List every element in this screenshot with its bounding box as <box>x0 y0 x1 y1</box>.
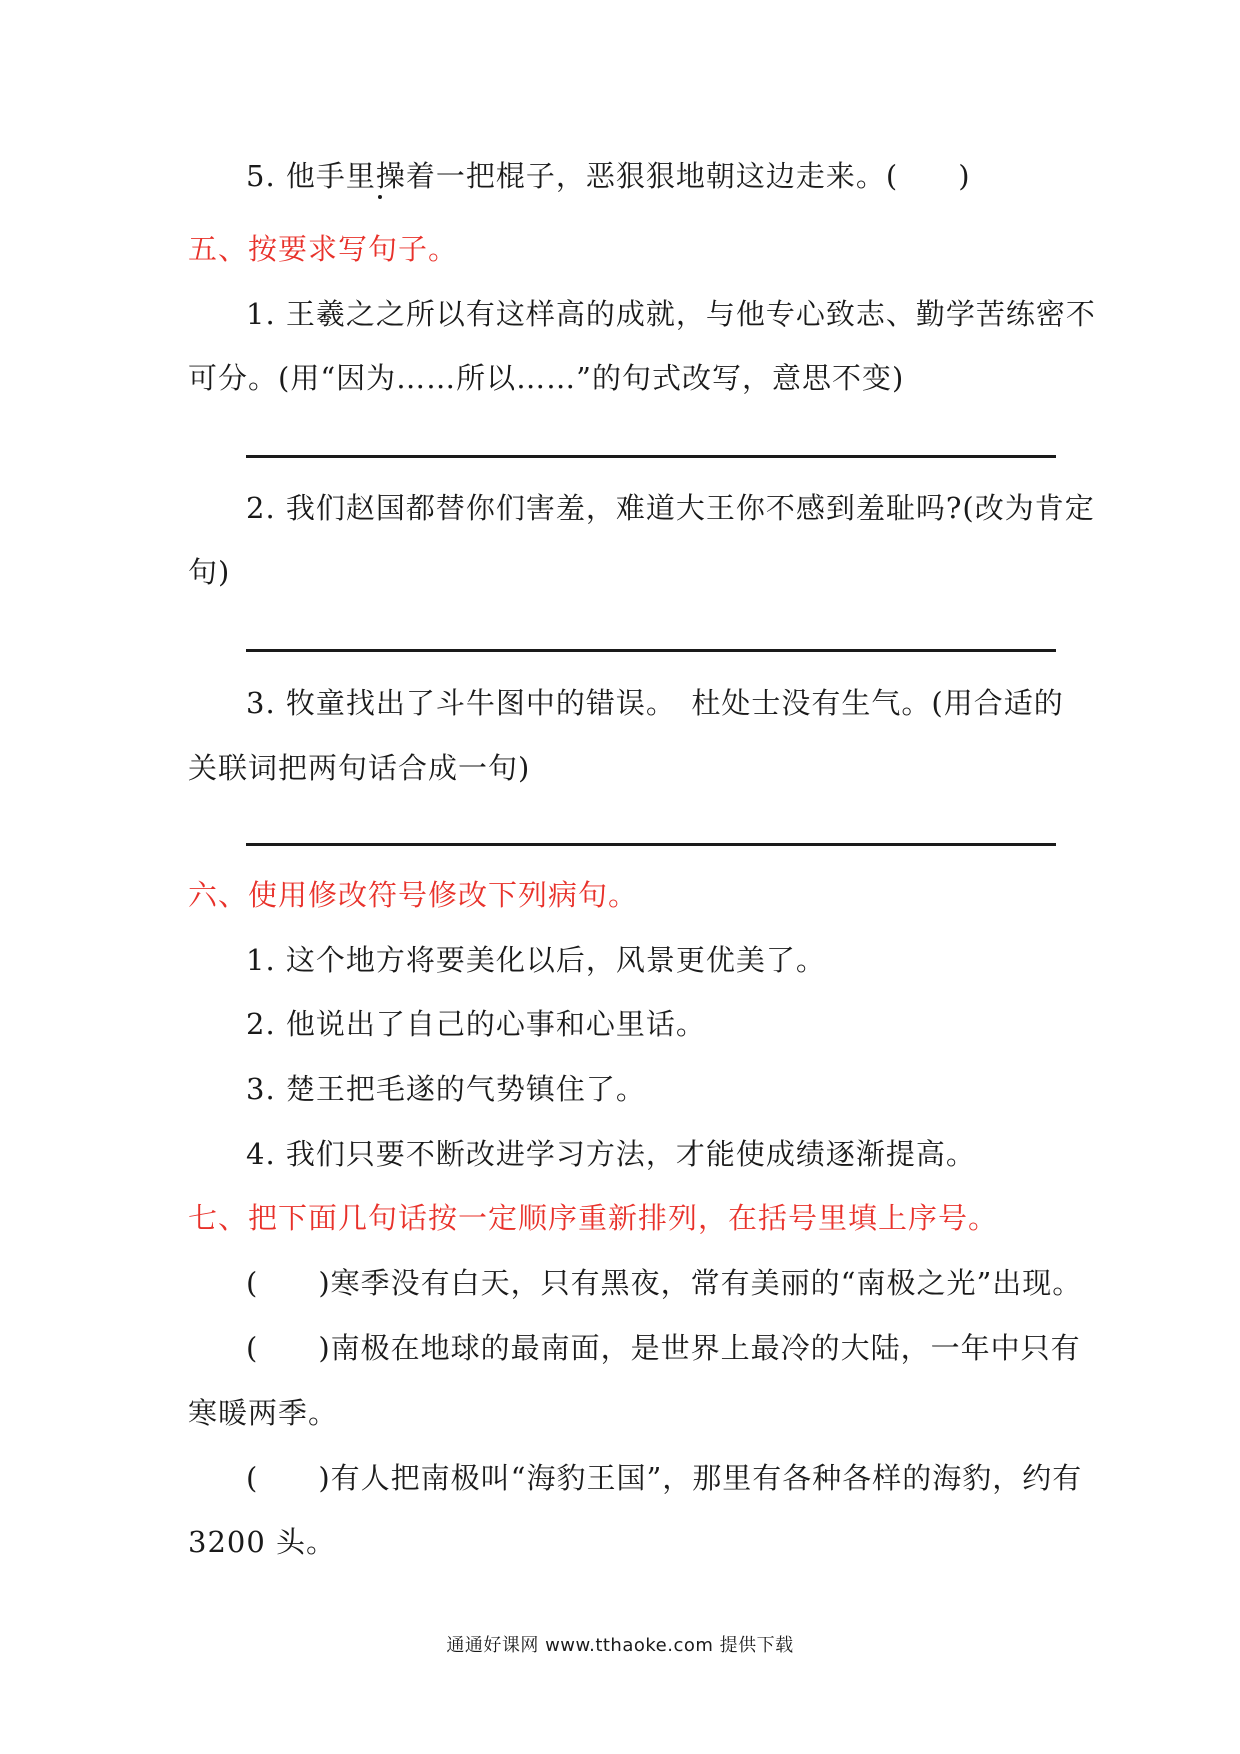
order-blank-open[interactable]: ( <box>246 1331 259 1365</box>
order-blank-close[interactable]: ) <box>318 1266 331 1300</box>
sentence-item: 2. 他说出了自己的心事和心里话。 <box>246 1007 706 1041</box>
question-text: 2. 我们赵国都替你们害羞，难道大王你不感到羞耻吗?(改为肯定 <box>246 491 1095 525</box>
page-footer: 通通好课网 www.tthaoke.com 提供下载 <box>446 1635 794 1656</box>
order-blank-close[interactable]: ) <box>318 1461 331 1495</box>
order-item <box>246 1458 1082 1498</box>
order-sentence-continued: 3200 头。 <box>188 1525 337 1559</box>
answer-line[interactable] <box>246 843 1056 846</box>
question-text: 句) <box>188 555 231 589</box>
question-text: 关联词把两句话合成一句) <box>188 751 531 785</box>
question-item: 5. 他手里操着一把棍子，恶狠狠地朝这边走来。( ) <box>246 159 971 193</box>
order-blank-close[interactable]: ) <box>318 1331 331 1365</box>
sentence-item: 1. 这个地方将要美化以后，风景更优美了。 <box>246 943 826 977</box>
order-item <box>246 1263 1082 1303</box>
order-blank-open[interactable]: ( <box>246 1461 259 1495</box>
order-item <box>246 1328 1081 1368</box>
section-heading-6: 六、使用修改符号修改下列病句。 <box>188 878 639 912</box>
sentence-item: 4. 我们只要不断改进学习方法，才能使成绩逐渐提高。 <box>246 1137 976 1171</box>
answer-line[interactable] <box>246 455 1056 458</box>
sentence-item: 3. 楚王把毛遂的气势镇住了。 <box>246 1072 646 1106</box>
order-sentence: 寒季没有白天，只有黑夜，常有美丽的“南极之光”出现。 <box>330 1266 1083 1300</box>
question-text: 1. 王羲之之所以有这样高的成就，与他专心致志、勤学苦练密不 <box>246 297 1096 331</box>
order-sentence: 有人把南极叫“海豹王国”，那里有各种各样的海豹，约有 <box>330 1461 1083 1495</box>
question-text: 可分。(用“因为……所以……”的句式改写，意思不变) <box>188 361 905 395</box>
emphasis-dot <box>378 195 382 199</box>
order-sentence: 南极在地球的最南面，是世界上最冷的大陆，一年中只有 <box>330 1331 1081 1365</box>
order-blank-open[interactable]: ( <box>246 1266 259 1300</box>
section-heading-7: 七、把下面几句话按一定顺序重新排列，在括号里填上序号。 <box>188 1201 999 1235</box>
order-sentence-continued: 寒暖两季。 <box>188 1396 339 1430</box>
question-text: 3. 牧童找出了斗牛图中的错误。 杜处士没有生气。(用合适的 <box>246 686 1064 720</box>
answer-line[interactable] <box>246 649 1056 652</box>
section-heading-5: 五、按要求写句子。 <box>188 232 459 266</box>
